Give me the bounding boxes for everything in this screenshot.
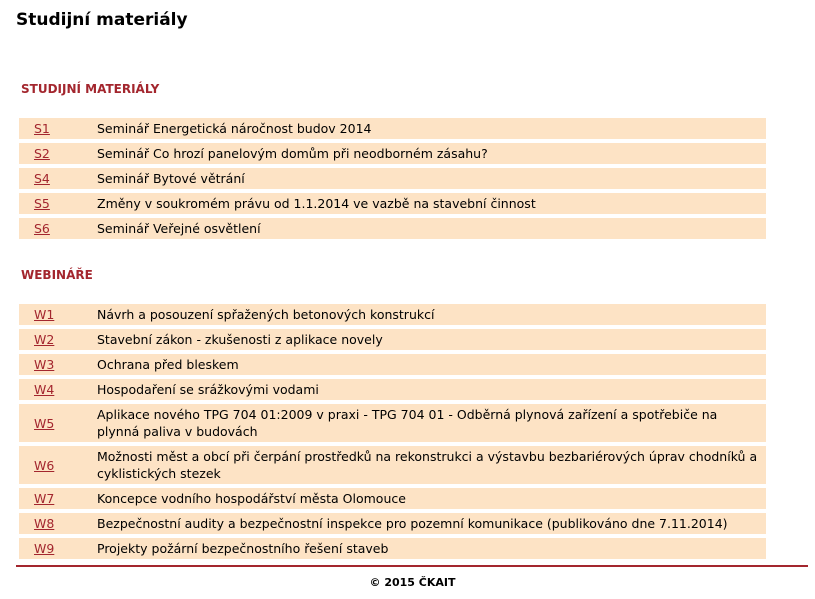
webinars-list [19,304,766,563]
webinar-link-w5[interactable]: W5 [34,415,55,431]
webinar-title: Ochrana před bleskem [97,357,239,372]
material-link-s2[interactable]: S2 [34,146,50,161]
list-item [19,218,766,239]
list-item [19,379,766,400]
list-item [19,329,766,350]
study-materials-list [19,118,766,243]
webinar-link-w2[interactable]: W2 [34,332,55,347]
list-item [19,538,766,559]
webinar-link-w6[interactable]: W6 [34,457,55,473]
material-link-s1[interactable]: S1 [34,121,50,136]
webinar-link-w7[interactable]: W7 [34,491,55,506]
webinar-title: Hospodaření se srážkovými vodami [97,382,319,397]
footer-divider [16,565,808,567]
material-title: Seminář Energetická náročnost budov 2014 [97,121,372,136]
webinar-link-w3[interactable]: W3 [34,357,55,372]
webinar-title: Aplikace nového TPG 704 01:2009 v praxi - TPG 704 01 - Odběrná plynová zařízení a spotřebiče na plynná paliva v budovách [97,407,718,439]
list-item [19,118,766,139]
list-item [19,354,766,375]
material-title: Seminář Bytové větrání [97,171,245,186]
list-item [19,488,766,509]
webinar-link-w8[interactable]: W8 [34,516,55,531]
list-item [19,168,766,189]
webinar-title: Stavební zákon - zkušenosti z aplikace novely [97,332,383,347]
list-item [19,513,766,534]
section-heading-studijni-materialy: STUDIJNÍ MATERIÁLY [21,82,160,96]
footer-copyright: © 2015 ČKAIT [369,576,456,589]
list-item [19,143,766,164]
list-item [19,193,766,214]
list-item [19,304,766,325]
material-link-s6[interactable]: S6 [34,221,50,236]
webinar-title: Návrh a posouzení spřažených betonových konstrukcí [97,307,435,322]
webinar-link-w1[interactable]: W1 [34,307,55,322]
material-title: Změny v soukromém právu od 1.1.2014 ve vazbě na stavební činnost [97,196,536,211]
material-title: Seminář Co hrozí panelovým domům při neodborném zásahu? [97,146,488,161]
webinar-link-w9[interactable]: W9 [34,541,55,556]
webinar-link-w4[interactable]: W4 [34,382,55,397]
webinar-title: Projekty požární bezpečnostního řešení staveb [97,541,389,556]
page-title: Studijní materiály [16,10,188,30]
list-item [19,404,766,442]
webinar-title: Koncepce vodního hospodářství města Olomouce [97,491,406,506]
section-heading-webinare: WEBINÁŘE [21,268,93,282]
material-link-s5[interactable]: S5 [34,196,50,211]
list-item [19,446,766,484]
webinar-title: Bezpečnostní audity a bezpečnostní inspekce pro pozemní komunikace (publikováno dne 7.11.2014) [97,516,728,531]
material-title: Seminář Veřejné osvětlení [97,221,261,236]
material-link-s4[interactable]: S4 [34,171,50,186]
webinar-title: Možnosti měst a obcí při čerpání prostředků na rekonstrukci a výstavbu bezbariérových úprav chodníků a cyklistických stezek [97,449,758,481]
